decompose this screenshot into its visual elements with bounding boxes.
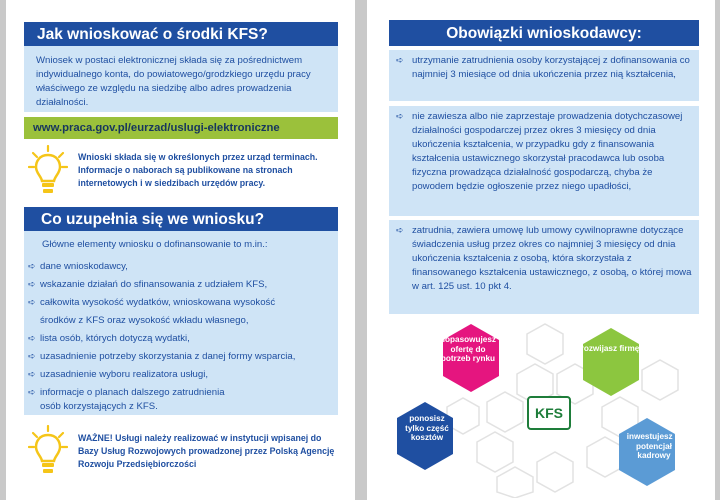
notice-important: WAŻNE! Usługi należy realizować w instytucji wpisanej do Bazy Usług Rozwojowych prowadzonej przez Polską Agencję Rozwoju Przedsiębiorczości (78, 433, 335, 469)
arrow-bullet-icon: ➪ (28, 279, 36, 289)
left-page (6, 0, 355, 500)
elements-intro: Główne elementy wniosku o dofinansowanie to m.in.: (42, 239, 268, 250)
list-item: ➪ wskazanie działań do sfinansowania z udziałem KFS, (28, 279, 268, 290)
hexagon-label: dopasowujesz ofertę do potrzeb rynku (440, 335, 496, 363)
list-item: ➪ uzasadnienie potrzeby skorzystania z danej formy wsparcia, (28, 351, 296, 362)
kfs-logo: KFS (527, 396, 571, 430)
arrow-bullet-icon: ➪ (28, 387, 36, 397)
lightbulb-icon (28, 425, 68, 482)
arrow-bullet-icon: ➪ (28, 369, 36, 379)
notice-deadlines: Wnioski składa się w określonych przez urząd terminach. Informacje o naborach są publikowane na stronach internetowych i w siedzibach urzędów pracy. (78, 152, 318, 188)
list-item: ➪ lista osób, których dotyczą wydatki, (28, 333, 190, 344)
hexagon-label: ponosisz tylko część kosztów (405, 414, 449, 442)
arrow-bullet-icon: ➪ (28, 333, 36, 343)
hexagon-label: rozwijasz firmę (580, 344, 640, 353)
elements-box (24, 231, 338, 415)
hexagon-label: inwestujesz w potencjał kadrowy (626, 432, 682, 460)
list-item-continuation: osób korzystających z KFS. (40, 401, 158, 412)
arrow-bullet-icon: ➪ (396, 225, 404, 235)
arrow-bullet-icon: ➪ (28, 261, 36, 271)
arrow-bullet-icon: ➪ (396, 111, 404, 121)
list-item-continuation: środków z KFS oraz wysokość wkładu własnego, (40, 315, 249, 326)
heading-what-to-fill: Co uzupełnia się we wniosku? (24, 207, 338, 231)
lightbulb-icon (28, 145, 68, 202)
heading-how-to-apply: Jak wnioskować o środki KFS? (24, 22, 338, 46)
arrow-bullet-icon: ➪ (396, 55, 404, 65)
intro-text: Wniosek w postaci elektronicznej składa się za pośrednictwem indywidualnego konta, do powiatowego/grodzkiego urzędu pracy właściwego ze względu na siedzibę albo adres prowadzenia działalności. (24, 46, 338, 112)
list-item: ➪ dane wnioskodawcy, (28, 261, 128, 272)
right-page (367, 0, 715, 500)
duty-item: ➪ zatrudnia, zawiera umowę lub umowy cywilnoprawne dotyczące świadczenia usług przez okres co najmniej 3 miesięcy od dnia ukończenia kształcenia z osobą, która skorzystała z finansowanego kształcenia ustawicznego, z osobą, o której mowa w art. 125 ust. 10 pkt 4. (389, 220, 699, 314)
arrow-bullet-icon: ➪ (28, 297, 36, 307)
arrow-bullet-icon: ➪ (28, 351, 36, 361)
list-item: ➪ informacje o planach dalszego zatrudnienia (28, 387, 225, 398)
duty-item: ➪ nie zawiesza albo nie zaprzestaje prowadzenia dotychczasowej działalności gospodarczej przez okres 3 miesięcy od dnia ukończenia kształcenia, w przypadku gdy z finansowania kształcenia ustawicznego skorzystał pracodawca lub osoba fizyczna prowadząca działalność gospodarczą, chyba że powodem będzie ogłoszenie przez niego upadłości, (389, 106, 699, 216)
url-link[interactable]: www.praca.gov.pl/eurzad/uslugi-elektroniczne (24, 117, 338, 139)
heading-duties: Obowiązki wnioskodawcy: (389, 20, 699, 46)
list-item: ➪ uzasadnienie wyboru realizatora usługi, (28, 369, 208, 380)
list-item: ➪ całkowita wysokość wydatków, wnioskowana wysokość (28, 297, 276, 308)
duty-item: ➪ utrzymanie zatrudnienia osoby korzystającej z dofinansowania co najmniej 3 miesiące od dnia ukończenia przez nią kształcenia, (389, 50, 699, 101)
